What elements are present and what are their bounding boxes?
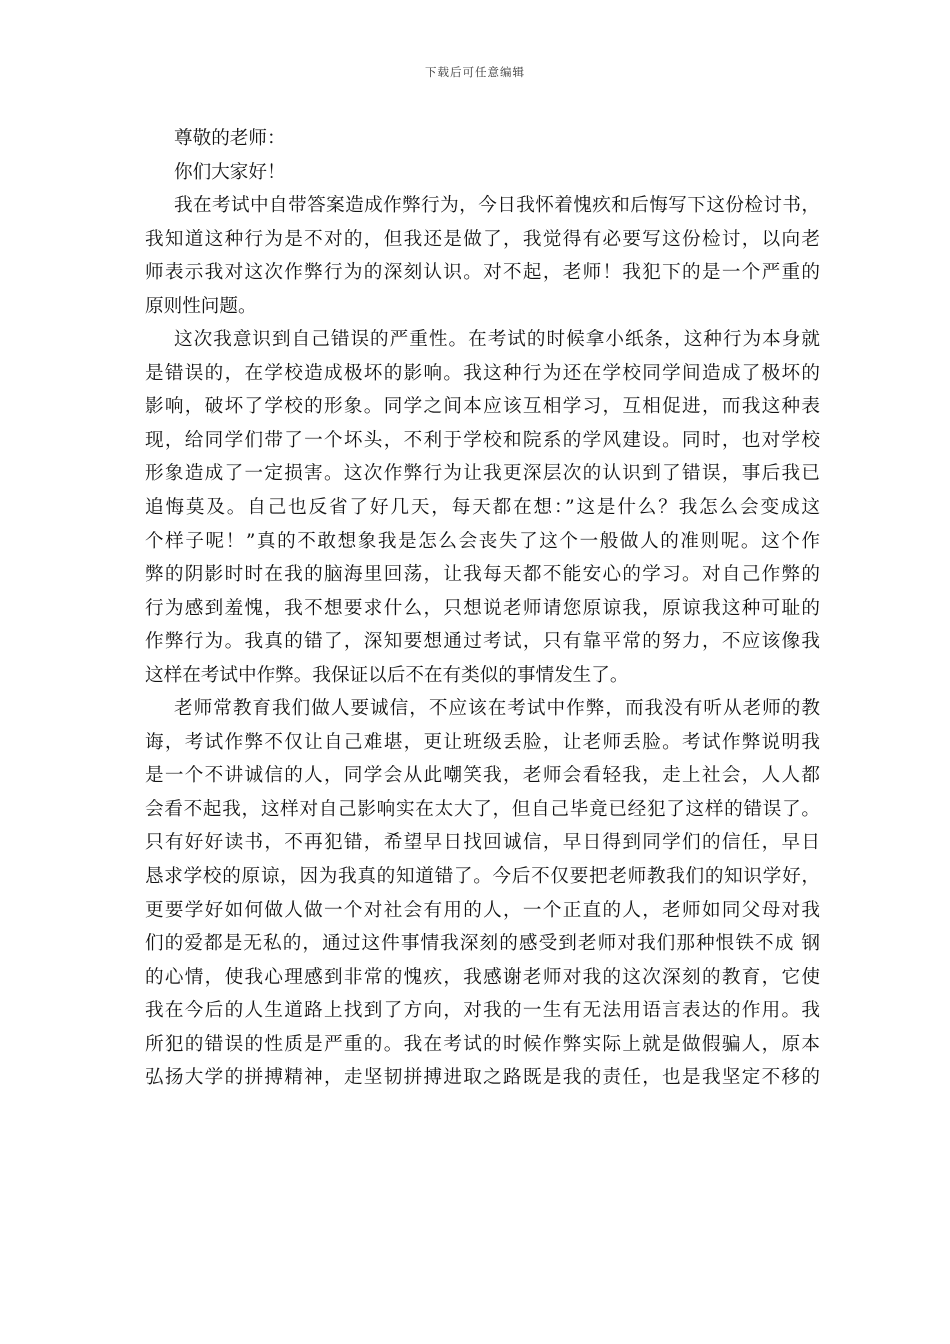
paragraph-line: 个样子呢！”真的不敢想象我是怎么会丧失了这个一般做人的准则呢。这个作 <box>145 530 820 552</box>
paragraph-line: 我在今后的人生道路上找到了方向，对我的一生有无法用语言表达的作用。我 <box>145 1000 820 1022</box>
paragraph-line: 我知道这种行为是不对的，但我还是做了，我觉得有必要写这份检讨，以向老 <box>145 228 820 250</box>
paragraph-line: 更要学好如何做人做一个对社会有用的人，一个正直的人，老师如同父母对我 <box>145 899 820 921</box>
paragraph-line: 会看不起我，这样对自己影响实在太大了，但自己毕竟已经犯了这样的错误了。 <box>145 798 820 820</box>
paragraph-line: 师表示我对这次作弊行为的深刻认识。对不起，老师！我犯下的是一个严重的 <box>145 262 820 284</box>
header-note: 下载后可任意编辑 <box>425 65 525 79</box>
paragraph-line: 恳求学校的原谅，因为我真的知道错了。今后不仅要把老师教我们的知识学好， <box>145 866 820 888</box>
paragraph-line: 我在考试中自带答案造成作弊行为，今日我怀着愧疚和后悔写下这份检讨书， <box>174 195 820 217</box>
paragraph-line: 老师常教育我们做人要诚信，不应该在考试中作弊，而我没有听从老师的教 <box>174 698 820 720</box>
paragraph-line: 这样在考试中作弊。我保证以后不在有类似的事情发生了。 <box>145 664 629 686</box>
paragraph-line: 们的爱都是无私的，通过这件事情我深刻的感受到老师对我们那种恨铁不成 钢 <box>145 933 820 955</box>
salutation-line: 尊敬的老师： <box>174 128 286 149</box>
paragraph-line: 的心情，使我心理感到非常的愧疚，我感谢老师对我的这次深刻的教育，它使 <box>145 966 820 988</box>
paragraph-line: 行为感到羞愧，我不想要求什么，只想说老师请您原谅我，原谅我这种可耻的 <box>145 597 820 619</box>
paragraph-line: 这次我意识到自己错误的严重性。在考试的时候拿小纸条，这种行为本身就 <box>174 329 820 351</box>
greeting-line: 你们大家好！ <box>174 161 286 183</box>
paragraph-line: 是错误的，在学校造成极坏的影响。我这种行为还在学校同学间造成了极坏的 <box>145 362 820 384</box>
paragraph-line: 影响，破坏了学校的形象。同学之间本应该互相学习，互相促进，而我这种表 <box>145 396 820 418</box>
paragraph-line: 作弊行为。我真的错了，深知要想通过考试，只有靠平常的努力，不应该像我 <box>145 631 820 653</box>
paragraph-line: 弊的阴影时时在我的脑海里回荡，让我每天都不能安心的学习。对自己作弊的 <box>145 564 820 586</box>
paragraph-line: 追悔莫及。自己也反省了好几天，每天都在想：”这是什么？我怎么会变成这 <box>145 497 820 519</box>
paragraph-line: 是一个不讲诚信的人，同学会从此嘲笑我，老师会看轻我，走上社会，人人都 <box>145 765 820 787</box>
document-body <box>145 122 820 1095</box>
paragraph-line: 只有好好读书，不再犯错，希望早日找回诚信，早日得到同学们的信任，早日 <box>145 832 820 854</box>
paragraph-line: 现，给同学们带了一个坏头，不利于学校和院系的学风建设。同时，也对学校 <box>145 429 820 451</box>
paragraph-line: 原则性问题。 <box>145 295 257 317</box>
paragraph-line: 弘扬大学的拼搏精神，走坚韧拼搏进取之路既是我的责任，也是我坚定不移的 <box>145 1067 820 1089</box>
paragraph-line: 形象造成了一定损害。这次作弊行为让我更深层次的认识到了错误，事后我已 <box>145 463 820 485</box>
paragraph-line: 所犯的错误的性质是严重的。我在考试的时候作弊实际上就是做假骗人，原本 <box>145 1033 820 1055</box>
paragraph-line: 诲，考试作弊不仅让自己难堪，更让班级丢脸，让老师丢脸。考试作弊说明我 <box>145 731 820 753</box>
